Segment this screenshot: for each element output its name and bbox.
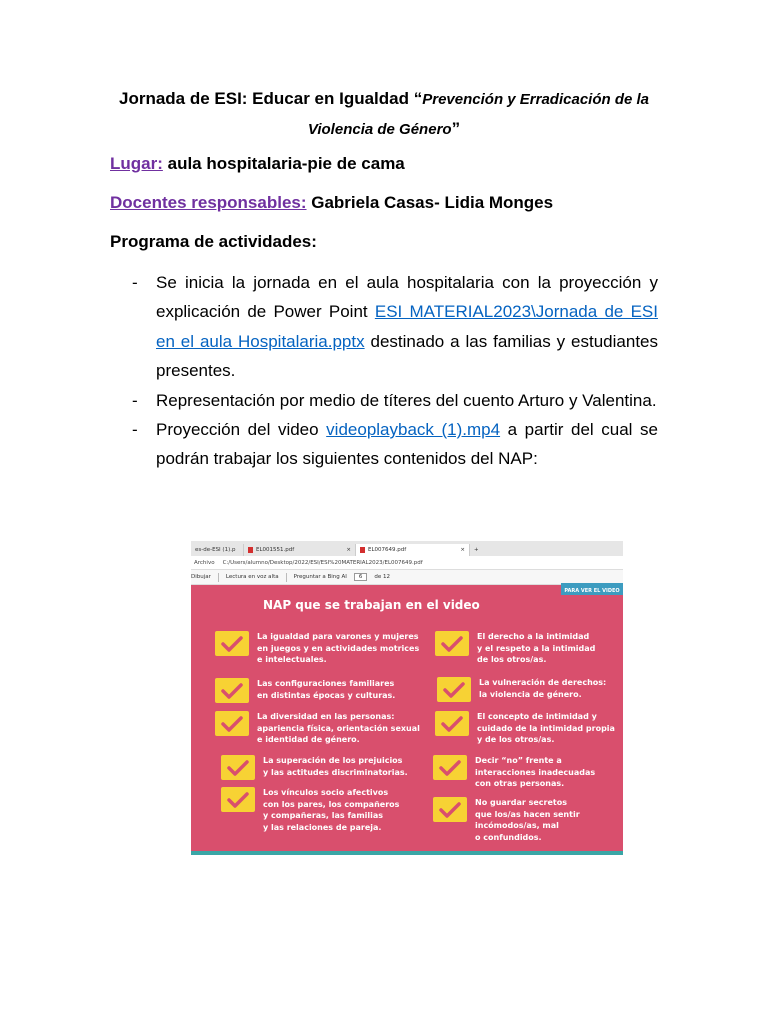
read-aloud-label: Lectura en voz alta [225,574,279,580]
docentes-label: Docentes responsables: [110,193,307,212]
video-corner-badge: PARA VER EL VIDEO [561,583,623,595]
ask-label: Preguntar a Bing AI [293,574,347,580]
nap-item: Las configuraciones familiares en distintas épocas y culturas. [215,678,395,703]
lugar-label: Lugar: [110,154,163,173]
nap-item: La diversidad en las personas: apariencia física, orientación sexual e identidad de género. [215,711,420,746]
nap-item: Los vínculos socio afectivos con los pares, los compañeros y compañeras, las familias y las relaciones de pareja. [221,787,399,833]
nap-item: La vulneración de derechos: la violencia de género. [437,677,606,702]
page-number: 6 [354,573,368,581]
browser-tab: es-de-ESI (1).p [191,544,244,556]
address-bar [191,556,623,570]
list-dash: - [132,420,138,440]
list-item: - Se inicia la jornada en el aula hospitalaria con la proyección y explicación de Power Point ESI MATERIAL2023\Jornada de ESI en el aula Hospitalaria.pptx destinado a las familias y estudiantes presentes. [110,268,658,386]
check-icon [215,631,249,656]
check-icon [221,787,255,812]
browser-tab: EL001551.pdf × [244,544,356,556]
check-icon [435,631,469,656]
list-dash: - [132,273,138,292]
nap-item: No guardar secretos que los/as hacen sentir incómodos/as, mal o confundidos. [433,797,580,843]
document-title [100,84,668,144]
screenshot-bottom-bar [191,851,623,855]
address-label: Archivo [194,559,215,566]
embedded-pdf-screenshot [191,541,623,855]
title-main: Jornada de ESI: Educar en Igualdad [118,89,414,108]
check-icon [221,755,255,780]
list-item: - Representación por medio de títeres del cuento Arturo y Valentina. [110,386,658,415]
new-tab-icon: + [474,547,479,553]
title-subtitle: Prevención y Erradicación de la Violencia de Género [307,91,649,138]
browser-tab-bar [191,541,623,556]
docentes-line [110,193,553,213]
pdf-icon [360,547,365,553]
docentes-value: Gabriela Casas- Lidia Monges [306,193,554,212]
activities-list [110,268,658,474]
check-icon [433,755,467,780]
programa-heading: Programa de actividades: [110,232,317,251]
nap-heading: NAP que se trabajan en el video [263,598,480,612]
page-of: de 12 [374,574,391,580]
nap-item: La superación de los prejuicios y las actitudes discriminatorias. [221,755,408,780]
nap-item: La igualdad para varones y mujeres en juegos y en actividades motrices e intelectuales. [215,631,419,666]
check-icon [435,711,469,736]
draw-label: Dibujar [191,574,211,580]
nap-item: El derecho a la intimidad y el respeto a la intimidad de los otros/as. [435,631,595,666]
title-close-quote: ” [451,119,461,138]
pdf-toolbar [191,570,623,585]
nap-item: Decir “no” frente a interacciones inadecuadas con otras personas. [433,755,595,790]
check-icon [215,678,249,703]
check-icon [437,677,471,702]
lugar-value: aula hospitalaria-pie de cama [162,154,405,173]
check-icon [215,711,249,736]
title-open-quote: “ [413,89,423,108]
list-dash: - [132,390,138,410]
pdf-icon [248,547,253,553]
check-icon [433,797,467,822]
browser-tab-active: EL007649.pdf × [356,544,470,556]
close-icon: × [346,547,351,553]
list-item: - Proyección del video videoplayback (1).mp4 a partir del cual se podrán trabajar los siguientes contenidos del NAP: [110,415,658,474]
video-link[interactable]: videoplayback (1).mp4 [326,420,501,440]
pptx-link[interactable]: ESI MATERIAL2023\Jornada de ESI en el aula Hospitalaria.pptx [156,302,658,351]
nap-item: El concepto de intimidad y cuidado de la intimidad propia y de los otros/as. [435,711,615,746]
lugar-line [110,154,405,174]
address-url: C:/Users/alumno/Desktop/2022/ESI/ESI%20MATERIAL2023/EL007649.pdf [222,559,423,566]
close-icon: × [460,547,465,553]
